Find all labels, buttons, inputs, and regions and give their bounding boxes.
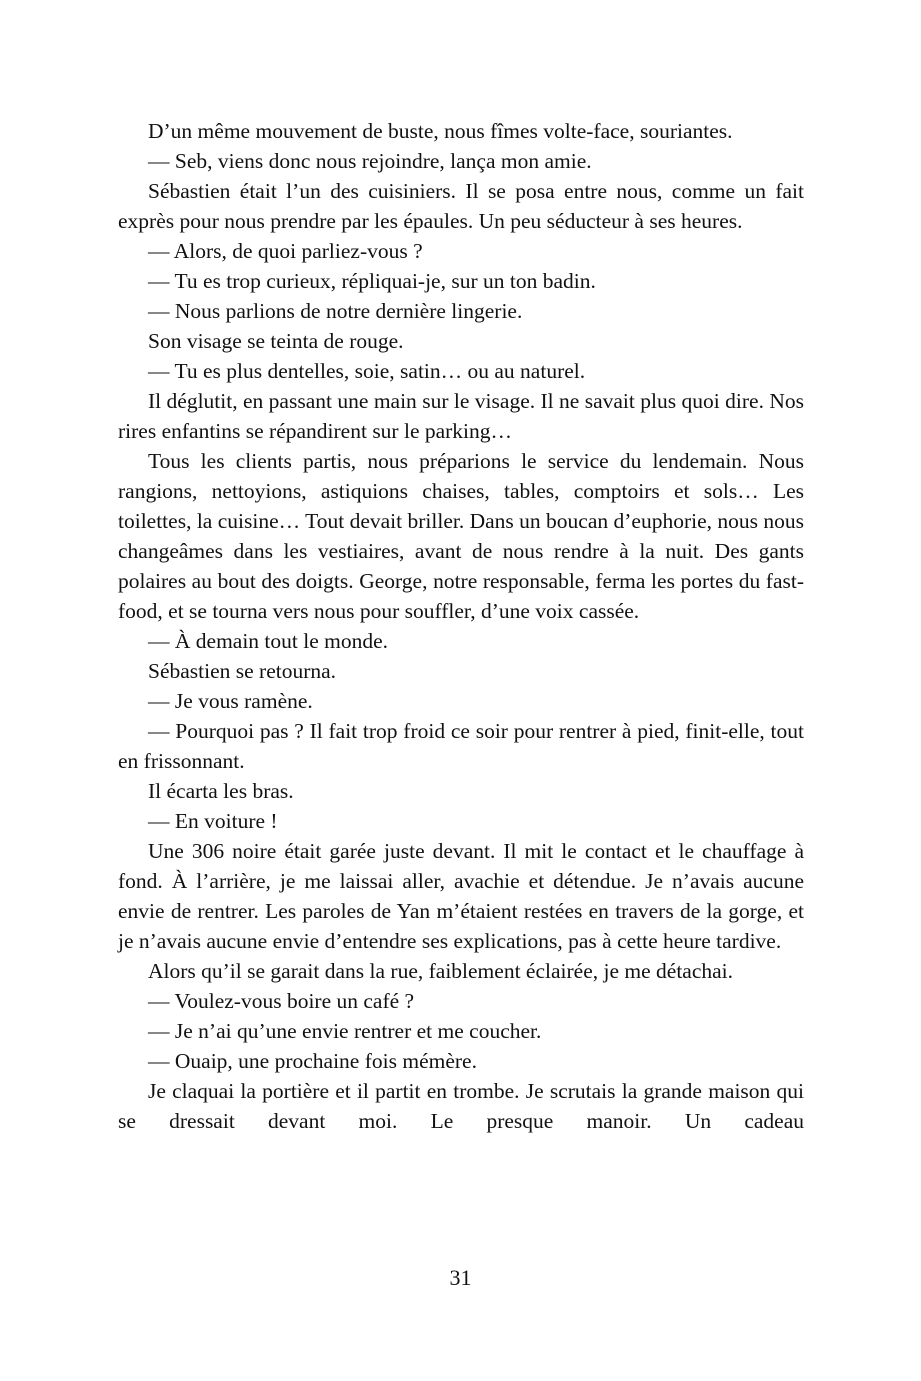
page-body <box>118 116 804 1136</box>
page-number: 31 <box>449 1265 472 1290</box>
paragraph: Tous les clients partis, nous préparions le service du lendemain. Nous rangions, nettoyions, astiquions chaises, tables, comptoirs et sols… Les toilettes, la cuisine… Tout devait briller. Dans un boucan d’euphorie, nous nous changeâmes dans les vestiaires, avant de nous rendre à la nuit. Des gants polaires au bout des doigts. George, notre responsable, ferma les portes du fast-food, et se tourna vers nous pour souffler, d’une voix cassée. <box>118 449 804 623</box>
paragraph: — En voiture ! <box>148 809 278 833</box>
paragraph: Il écarta les bras. <box>148 779 294 803</box>
paragraph: — Alors, de quoi parliez-vous ? <box>148 239 423 263</box>
paragraph: — Nous parlions de notre dernière lingerie. <box>148 299 523 323</box>
paragraph: Il déglutit, en passant une main sur le visage. Il ne savait plus quoi dire. Nos rires enfantins se répandirent sur le parking… <box>118 389 804 443</box>
paragraph: — Seb, viens donc nous rejoindre, lança mon amie. <box>148 149 592 173</box>
paragraph: Alors qu’il se garait dans la rue, faiblement éclairée, je me détachai. <box>148 959 734 983</box>
paragraph: — Je vous ramène. <box>148 689 313 713</box>
text-block <box>118 116 804 1136</box>
paragraph: — Voulez-vous boire un café ? <box>148 989 415 1013</box>
paragraph: — Tu es plus dentelles, soie, satin… ou au naturel. <box>148 359 586 383</box>
paragraph: — Pourquoi pas ? Il fait trop froid ce soir pour rentrer à pied, finit-elle, tout en frissonnant. <box>118 719 804 773</box>
paragraph: — Tu es trop curieux, répliquai-je, sur un ton badin. <box>148 269 596 293</box>
paragraph: — Je n’ai qu’une envie rentrer et me coucher. <box>148 1019 542 1043</box>
paragraph: Son visage se teinta de rouge. <box>148 329 404 353</box>
paragraph: Je claquai la portière et il partit en trombe. Je scrutais la grande maison qui se dressait devant moi. Le presque manoir. Un cadeau <box>118 1079 804 1133</box>
paragraph: Sébastien se retourna. <box>148 659 337 683</box>
paragraph: D’un même mouvement de buste, nous fîmes volte-face, souriantes. <box>148 119 733 143</box>
paragraph: Sébastien était l’un des cuisiniers. Il se posa entre nous, comme un fait exprès pour nous prendre par les épaules. Un peu séducteur à ses heures. <box>118 179 804 233</box>
paragraph: — À demain tout le monde. <box>148 629 389 653</box>
paragraph: Une 306 noire était garée juste devant. Il mit le contact et le chauffage à fond. À l’arrière, je me laissai aller, avachie et détendue. Je n’avais aucune envie de rentrer. Les paroles de Yan m’étaient restées en travers de la gorge, et je n’avais aucune envie d’entendre ses explications, pas à cette heure tardive. <box>118 839 804 953</box>
paragraph: — Ouaip, une prochaine fois mémère. <box>148 1049 477 1073</box>
